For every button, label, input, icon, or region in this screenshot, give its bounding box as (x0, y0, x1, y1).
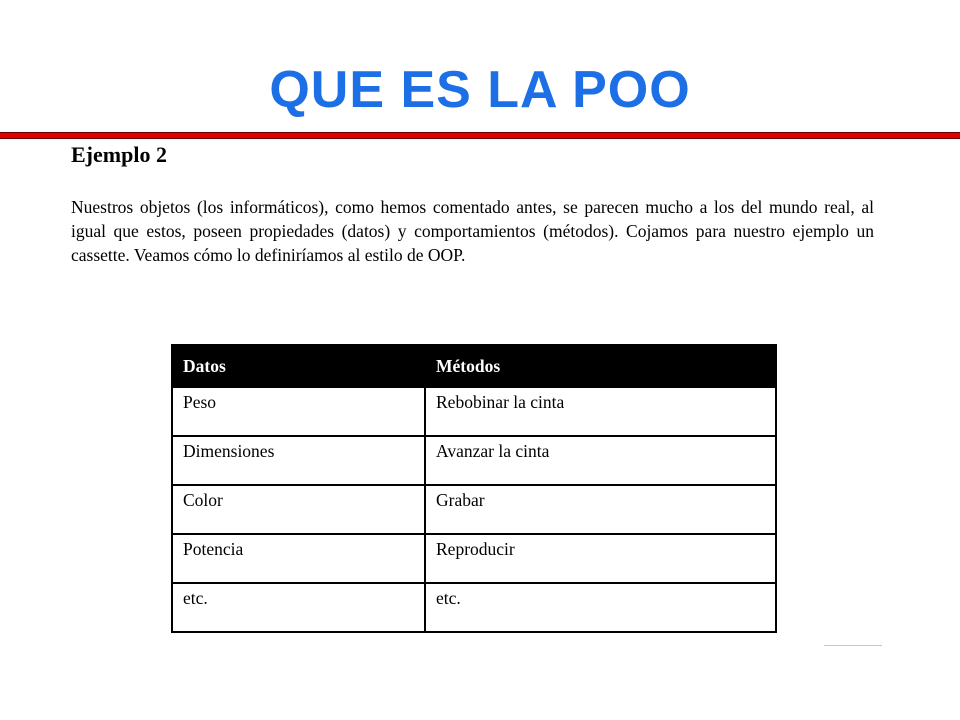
cell-metodo: Grabar (425, 485, 776, 534)
table-row (172, 583, 776, 632)
cell-dato: Peso (172, 387, 425, 436)
header-metodos: Métodos (425, 345, 776, 387)
cell-metodo: etc. (425, 583, 776, 632)
cell-dato: Potencia (172, 534, 425, 583)
table-header-row (172, 345, 776, 387)
cell-metodo: Avanzar la cinta (425, 436, 776, 485)
slide-title: QUE ES LA POO (269, 61, 691, 119)
cell-metodo: Reproducir (425, 534, 776, 583)
table-row (172, 387, 776, 436)
example-heading: Ejemplo 2 (71, 142, 167, 167)
table-row (172, 485, 776, 534)
table-row (172, 436, 776, 485)
cell-dato: Dimensiones (172, 436, 425, 485)
intro-paragraph: Nuestros objetos (los informáticos), como hemos comentado antes, se parecen mucho a los del mundo real, al igual que estos, poseen propiedades (datos) y comportamientos (métodos). Cojamos para nuestro ejemplo un cassette. Veamos cómo lo definiríamos al estilo de OOP. (71, 197, 874, 265)
title-divider (0, 132, 960, 139)
cell-metodo: Rebobinar la cinta (425, 387, 776, 436)
decorative-line (824, 645, 882, 646)
cell-dato: Color (172, 485, 425, 534)
cell-dato: etc. (172, 583, 425, 632)
table-row (172, 534, 776, 583)
header-datos: Datos (172, 345, 425, 387)
cassette-table (171, 344, 777, 633)
